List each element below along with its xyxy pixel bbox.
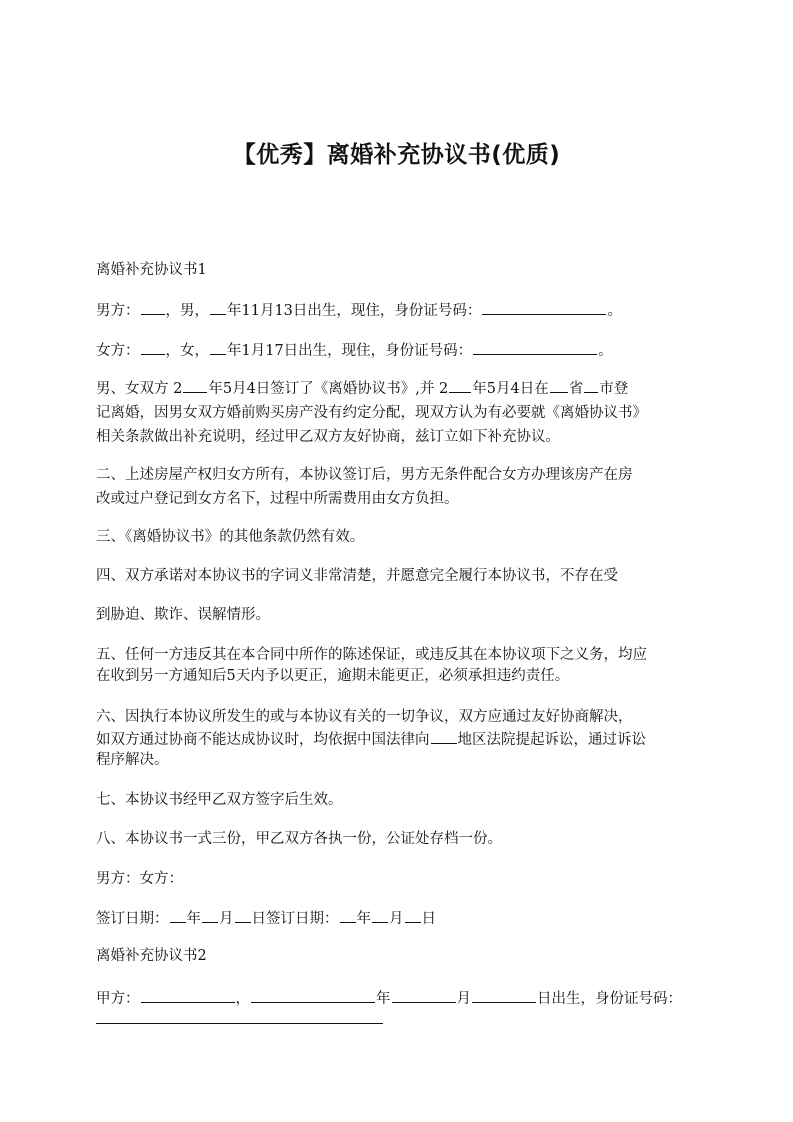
woman-info-line: 女方： ，女， 年1月17日出生，现住，身份证号码： 。	[96, 340, 613, 361]
sign-date-line: 签订日期： 年 月 日签订日期： 年 月 日	[96, 908, 436, 929]
para2-line1: 二、上述房屋产权归女方所有，本协议签订后，男方无条件配合女方办理该房产在房	[96, 467, 633, 483]
doc2-heading: 离婚补充协议书2	[96, 948, 207, 964]
document-title: 【优秀】离婚补充协议书(优质)	[232, 142, 561, 168]
para2-line2: 改或过户登记到女方名下，过程中所需费用由女方负担。	[96, 491, 459, 507]
para6-line3: 程序解决。	[96, 752, 169, 768]
para4-line2: 到胁迫、欺诈、误解情形。	[96, 607, 270, 623]
para8: 八、本协议书一式三份，甲乙双方各执一份，公证处存档一份。	[96, 831, 502, 847]
id-number-blank	[96, 1023, 383, 1024]
para3: 三、《离婚协议书》的其他条款仍然有效。	[96, 529, 365, 545]
para5-line1: 五、任何一方违反其在本合同中所作的陈述保证，或违反其在本协议项下之义务，均应	[96, 647, 647, 663]
signature-line: 男方：女方：	[96, 871, 183, 887]
party-a-line: 甲方： ， 年 月 日出生，身份证号码：	[96, 988, 682, 1009]
para1-line3: 相关条款做出补充说明，经过甲乙双方友好协商，兹订立如下补充协议。	[96, 429, 560, 445]
para1-line1: 男、女双方 2 年5月4日签订了《离婚协议书》,并 2 年5月4日在 省 市登	[96, 378, 628, 399]
doc1-heading: 离婚补充协议书1	[96, 262, 207, 278]
para6-line1: 六、因执行本协议所发生的或与本协议有关的一切争议，双方应通过友好协商解决，	[96, 709, 633, 725]
para5-line2: 在收到另一方通知后5天内予以更正，逾期未能更正，必须承担违约责任。	[96, 668, 570, 684]
para1-line2: 记离婚，因男女双方婚前购买房产没有约定分配，现双方认为有必要就《离婚协议书》	[96, 405, 647, 421]
para4-line1: 四、双方承诺对本协议书的字词义非常清楚，并愿意完全履行本协议书，不存在受	[96, 568, 618, 584]
para7: 七、本协议书经甲乙双方签字后生效。	[96, 792, 343, 808]
man-info-line: 男方： ，男， 年11月13日出生，现住，身份证号码： 。	[96, 300, 622, 321]
para6-line2: 如双方通过协商不能达成协议时，均依据中国法律向 地区法院提起诉讼，通过诉讼	[96, 729, 646, 750]
